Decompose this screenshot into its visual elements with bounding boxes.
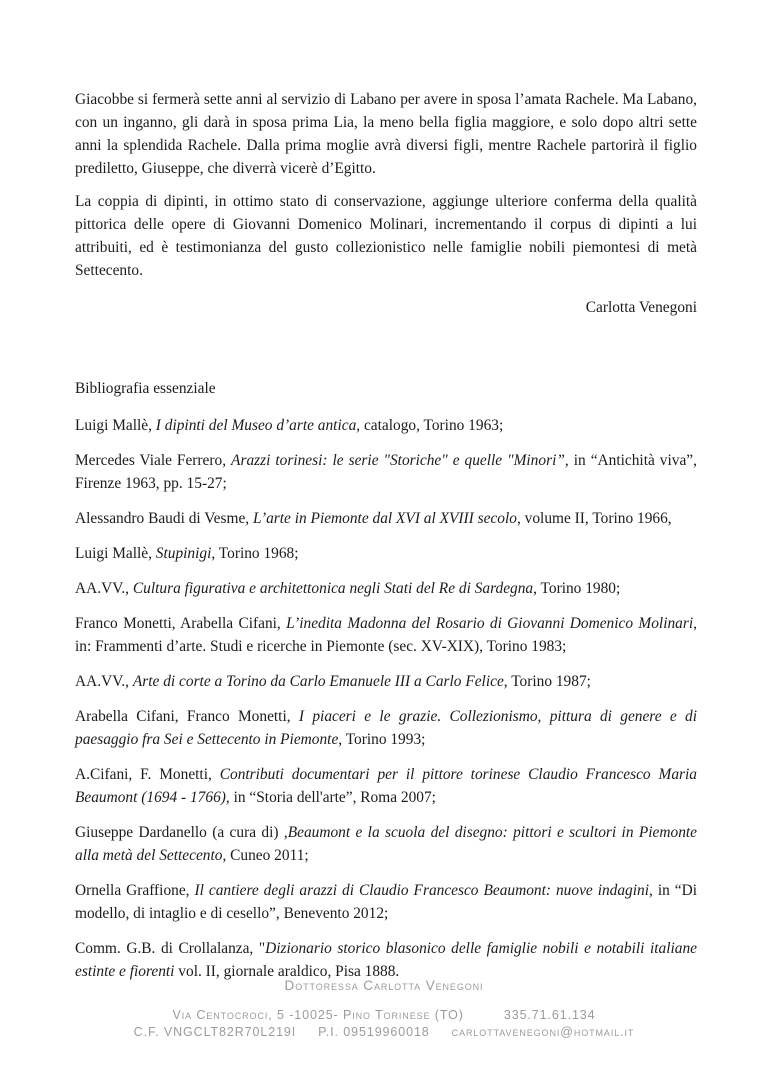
footer-ids-line <box>0 1025 768 1039</box>
bibliography-title: Arte di corte a Torino da Carlo Emanuele III a Carlo Felice <box>132 673 504 690</box>
bibliography-text: vol. II, giornale araldico, Pisa 1888. <box>174 963 400 980</box>
footer-address-line <box>0 1008 768 1022</box>
bibliography-text: Ornella Graffione, <box>75 882 195 899</box>
bibliography-entry <box>75 821 697 867</box>
footer-phone: 335.71.61.134 <box>503 1008 596 1022</box>
bibliography-text: Mercedes Viale Ferrero, <box>75 452 232 469</box>
bibliography-entry <box>75 449 697 495</box>
bibliography-text: , Torino 1980; <box>533 580 621 597</box>
bibliography-title: L’arte in Piemonte dal XVI al XVIII secolo <box>252 510 517 527</box>
bibliography-entry <box>75 879 697 925</box>
bibliography-entry <box>75 670 697 693</box>
footer-vat: P.I. 09519960018 <box>318 1025 430 1039</box>
bibliography-heading: Bibliografia essenziale <box>75 380 216 397</box>
bibliography-text: Arabella Cifani, Franco Monetti, <box>75 708 299 725</box>
bibliography-text: , volume II, Torino 1966, <box>516 510 672 527</box>
bibliography-text: , catalogo, Torino 1963; <box>356 417 504 434</box>
bibliography-title: I dipinti del Museo d’arte antica <box>155 417 357 434</box>
bibliography-entry <box>75 507 697 530</box>
bibliography-text: Comm. G.B. di Crollalanza, " <box>75 940 266 957</box>
bibliography-title: L’inedita Madonna del Rosario di Giovanni Domenico Molinari <box>286 615 694 632</box>
bibliography-text: , Torino 1987; <box>503 673 591 690</box>
bibliography-list <box>75 414 697 983</box>
footer-fiscal-code: C.F. VNGCLT82R70L219I <box>133 1025 297 1039</box>
bibliography-text: A.Cifani, F. Monetti, <box>75 766 220 783</box>
bibliography-title: I piaceri e le grazie. Collezionismo, pittura di genere e di paesaggio fra Sei e Settecento in Piemonte <box>75 708 697 748</box>
bibliography-title: Stupinigi <box>155 545 212 562</box>
paragraph-coppia-dipinti: La coppia di dipinti, in ottimo stato di conservazione, aggiunge ulteriore conferma della qualità pittorica delle opere di Giovanni Domenico Molinari, incrementando il corpus di dipinti a lui attribuiti, ed è testimonianza del gusto collezionistico nelle famiglie nobili piemontesi di metà Settecento. <box>75 193 697 279</box>
bibliography-entry <box>75 542 697 565</box>
bibliography-title: Cultura figurativa e architettonica negli Stati del Re di Sardegna <box>132 580 534 597</box>
bibliography-text: , in “Antichità viva”, Firenze 1963, pp. 15-27; <box>75 452 697 492</box>
bibliography-entry <box>75 705 697 751</box>
bibliography-text: , in “Storia dell'arte”, Roma 2007; <box>225 789 436 806</box>
bibliography-text: Franco Monetti, Arabella Cifani, <box>75 615 287 632</box>
bibliography-text: AA.VV., <box>75 673 133 690</box>
bibliography-text: , Torino 1968; <box>211 545 299 562</box>
bibliography-text: Luigi Mallè, <box>75 545 156 562</box>
bibliography-text: AA.VV., <box>75 580 133 597</box>
footer-letterhead <box>0 978 768 1042</box>
signature: Carlotta Venegoni <box>585 299 697 316</box>
bibliography-title: Dizionario storico blasonico delle famiglie nobili e notabili italiane estinte e fiorenti <box>75 940 697 980</box>
bibliography-entry <box>75 937 697 983</box>
bibliography-text: , Torino 1993; <box>338 731 426 748</box>
bibliography-entry <box>75 612 697 658</box>
paragraph-giacobbe: Giacobbe si fermerà sette anni al servizio di Labano per avere in sposa l’amata Rachele. Ma Labano, con un inganno, gli darà in sposa prima Lia, la meno bella figlia maggiore, e solo dopo altri sette anni la splendida Rachele. Dalla prima moglie avrà diversi figli, mentre Rachele partorirà il figlio prediletto, Giuseppe, che diverrà vicerè d’Egitto. <box>75 91 697 177</box>
bibliography-entry <box>75 414 697 437</box>
bibliography-text: , Cuneo 2011; <box>222 847 309 864</box>
bibliography-entry <box>75 763 697 809</box>
bibliography-text: , in “Di modello, di intaglio e di cesello”, Benevento 2012; <box>75 882 697 922</box>
footer-email: carlottavenegoni@hotmail.it <box>451 1025 635 1039</box>
bibliography-title: Beaumont e la scuola del disegno: pittori e scultori in Piemonte alla metà del Settecento <box>75 824 698 864</box>
bibliography-title: Il cantiere degli arazzi di Claudio Francesco Beaumont: nuove indagini <box>194 882 650 899</box>
bibliography-title: Arazzi torinesi: le serie "Storiche" e quelle "Minori” <box>231 452 565 469</box>
bibliography-title: Contributi documentari per il pittore torinese Claudio Francesco Maria Beaumont (1694 - 1766) <box>75 766 697 806</box>
footer-address: Via Centocroci, 5 -10025- Pino Torinese (TO) <box>172 1008 464 1022</box>
bibliography-entry <box>75 577 697 600</box>
bibliography-text: Luigi Mallè, <box>75 417 156 434</box>
footer-name: Dottoressa Carlotta Venegoni <box>284 978 484 993</box>
bibliography-text: Alessandro Baudi di Vesme, <box>75 510 253 527</box>
bibliography-text: Giuseppe Dardanello (a cura di) , <box>75 824 288 841</box>
bibliography-text: , in: Frammenti d’arte. Studi e ricerche in Piemonte (sec. XV-XIX), Torino 1983; <box>75 615 697 655</box>
